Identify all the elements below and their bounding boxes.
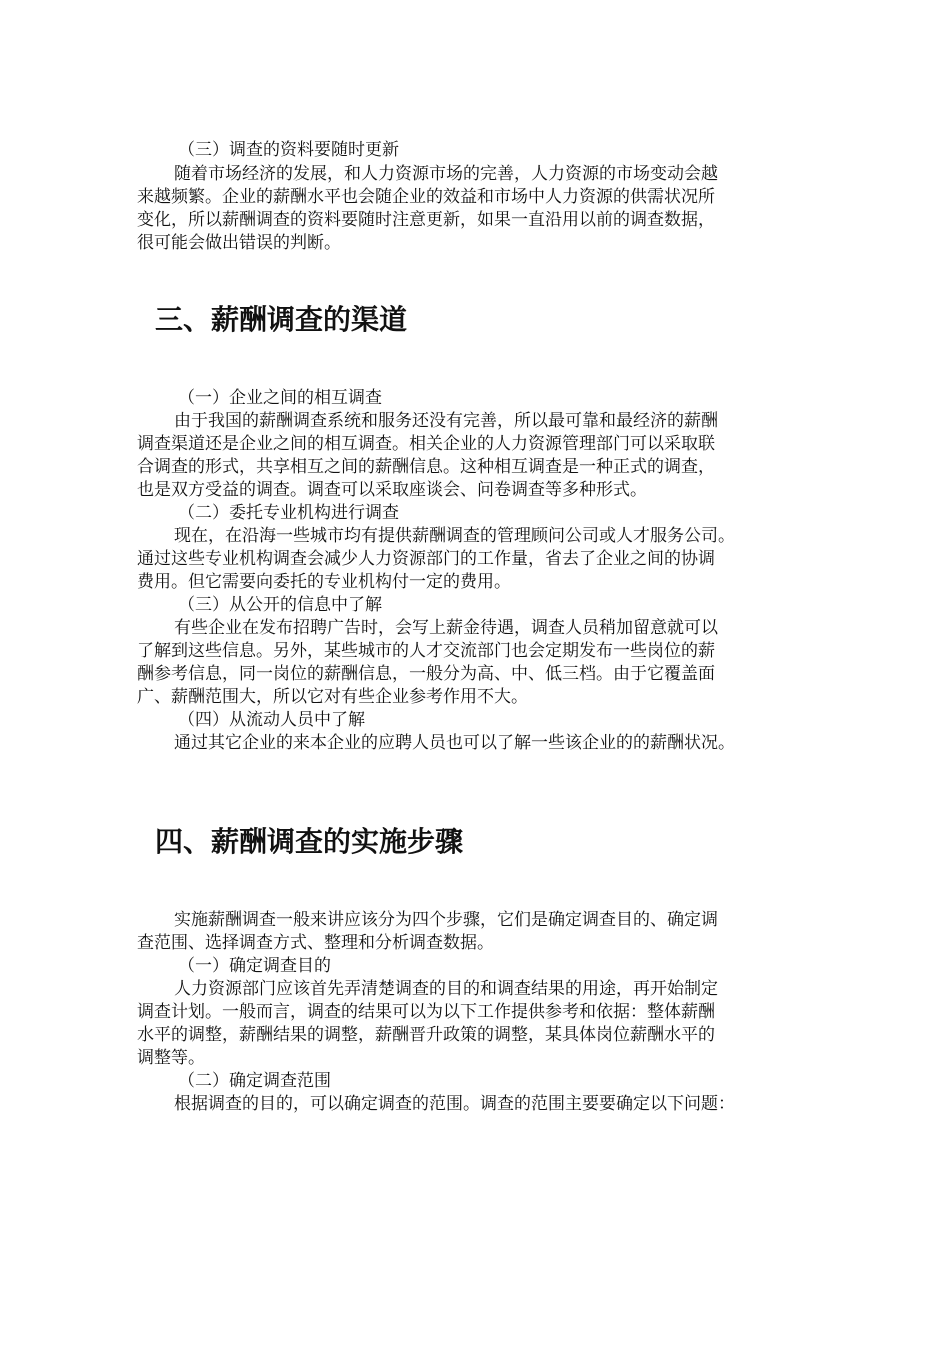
paragraph-line: 根据调查的目的，可以确定调查的范围。调查的范围主要要确定以下问题： <box>174 1094 735 1114</box>
paragraph-line: 调查计划。一般而言，调查的结果可以为以下工作提供参考和依据：整体薪酬 <box>137 1002 715 1022</box>
paragraph-line: 通过这些专业机构调查会减少人力资源部门的工作量，省去了企业之间的协调 <box>137 549 715 569</box>
subsection-title: （四）从流动人员中了解 <box>178 710 365 730</box>
section-heading: 四、薪酬调查的实施步骤 <box>155 825 464 858</box>
paragraph-line: 由于我国的薪酬调查系统和服务还没有完善，所以最可靠和最经济的薪酬 <box>174 411 718 431</box>
paragraph-line: 水平的调整，薪酬结果的调整，薪酬晋升政策的调整，某具体岗位薪酬水平的 <box>137 1025 715 1045</box>
paragraph-line: 酬参考信息，同一岗位的薪酬信息，一般分为高、中、低三档。由于它覆盖面 <box>137 664 715 684</box>
paragraph-line: 有些企业在发布招聘广告时，会写上薪金待遇，调查人员稍加留意就可以 <box>174 618 718 638</box>
subsection-title: （二）确定调查范围 <box>178 1071 331 1091</box>
paragraph-line: 费用。但它需要向委托的专业机构付一定的费用。 <box>137 572 511 592</box>
subsection-title: （三）从公开的信息中了解 <box>178 595 382 615</box>
paragraph-line: 合调查的形式，共享相互之间的薪酬信息。这种相互调查是一种正式的调查， <box>137 457 715 477</box>
paragraph-line: 广、薪酬范围大，所以它对有些企业参考作用不大。 <box>137 687 528 707</box>
paragraph-line: 随着市场经济的发展，和人力资源市场的完善，人力资源的市场变动会越 <box>174 164 718 184</box>
subsection-title: （二）委托专业机构进行调查 <box>178 503 399 523</box>
paragraph-line: 了解到这些信息。另外，某些城市的人才交流部门也会定期发布一些岗位的薪 <box>137 641 715 661</box>
paragraph-line: 调整等。 <box>137 1048 205 1068</box>
subsection-title: （一）企业之间的相互调查 <box>178 388 382 408</box>
paragraph-line: 很可能会做出错误的判断。 <box>137 233 341 253</box>
paragraph-line: 实施薪酬调查一般来讲应该分为四个步骤，它们是确定调查目的、确定调 <box>174 910 718 930</box>
paragraph-line: 现在，在沿海一些城市均有提供薪酬调查的管理顾问公司或人才服务公司。 <box>174 526 735 546</box>
paragraph-line: 人力资源部门应该首先弄清楚调查的目的和调查结果的用途，再开始制定 <box>174 979 718 999</box>
paragraph-line: 查范围、选择调查方式、整理和分析调查数据。 <box>137 933 494 953</box>
section-heading: 三、薪酬调查的渠道 <box>155 303 408 336</box>
subsection-title: （三）调查的资料要随时更新 <box>178 140 399 160</box>
subsection-title: （一）确定调查目的 <box>178 956 331 976</box>
paragraph-line: 通过其它企业的来本企业的应聘人员也可以了解一些该企业的的薪酬状况。 <box>174 733 735 753</box>
paragraph-line: 变化，所以薪酬调查的资料要随时注意更新，如果一直沿用以前的调查数据， <box>137 210 715 230</box>
paragraph-line: 也是双方受益的调查。调查可以采取座谈会、问卷调查等多种形式。 <box>137 480 647 500</box>
paragraph-line: 来越频繁。企业的薪酬水平也会随企业的效益和市场中人力资源的供需状况所 <box>137 187 715 207</box>
paragraph-line: 调查渠道还是企业之间的相互调查。相关企业的人力资源管理部门可以采取联 <box>137 434 715 454</box>
